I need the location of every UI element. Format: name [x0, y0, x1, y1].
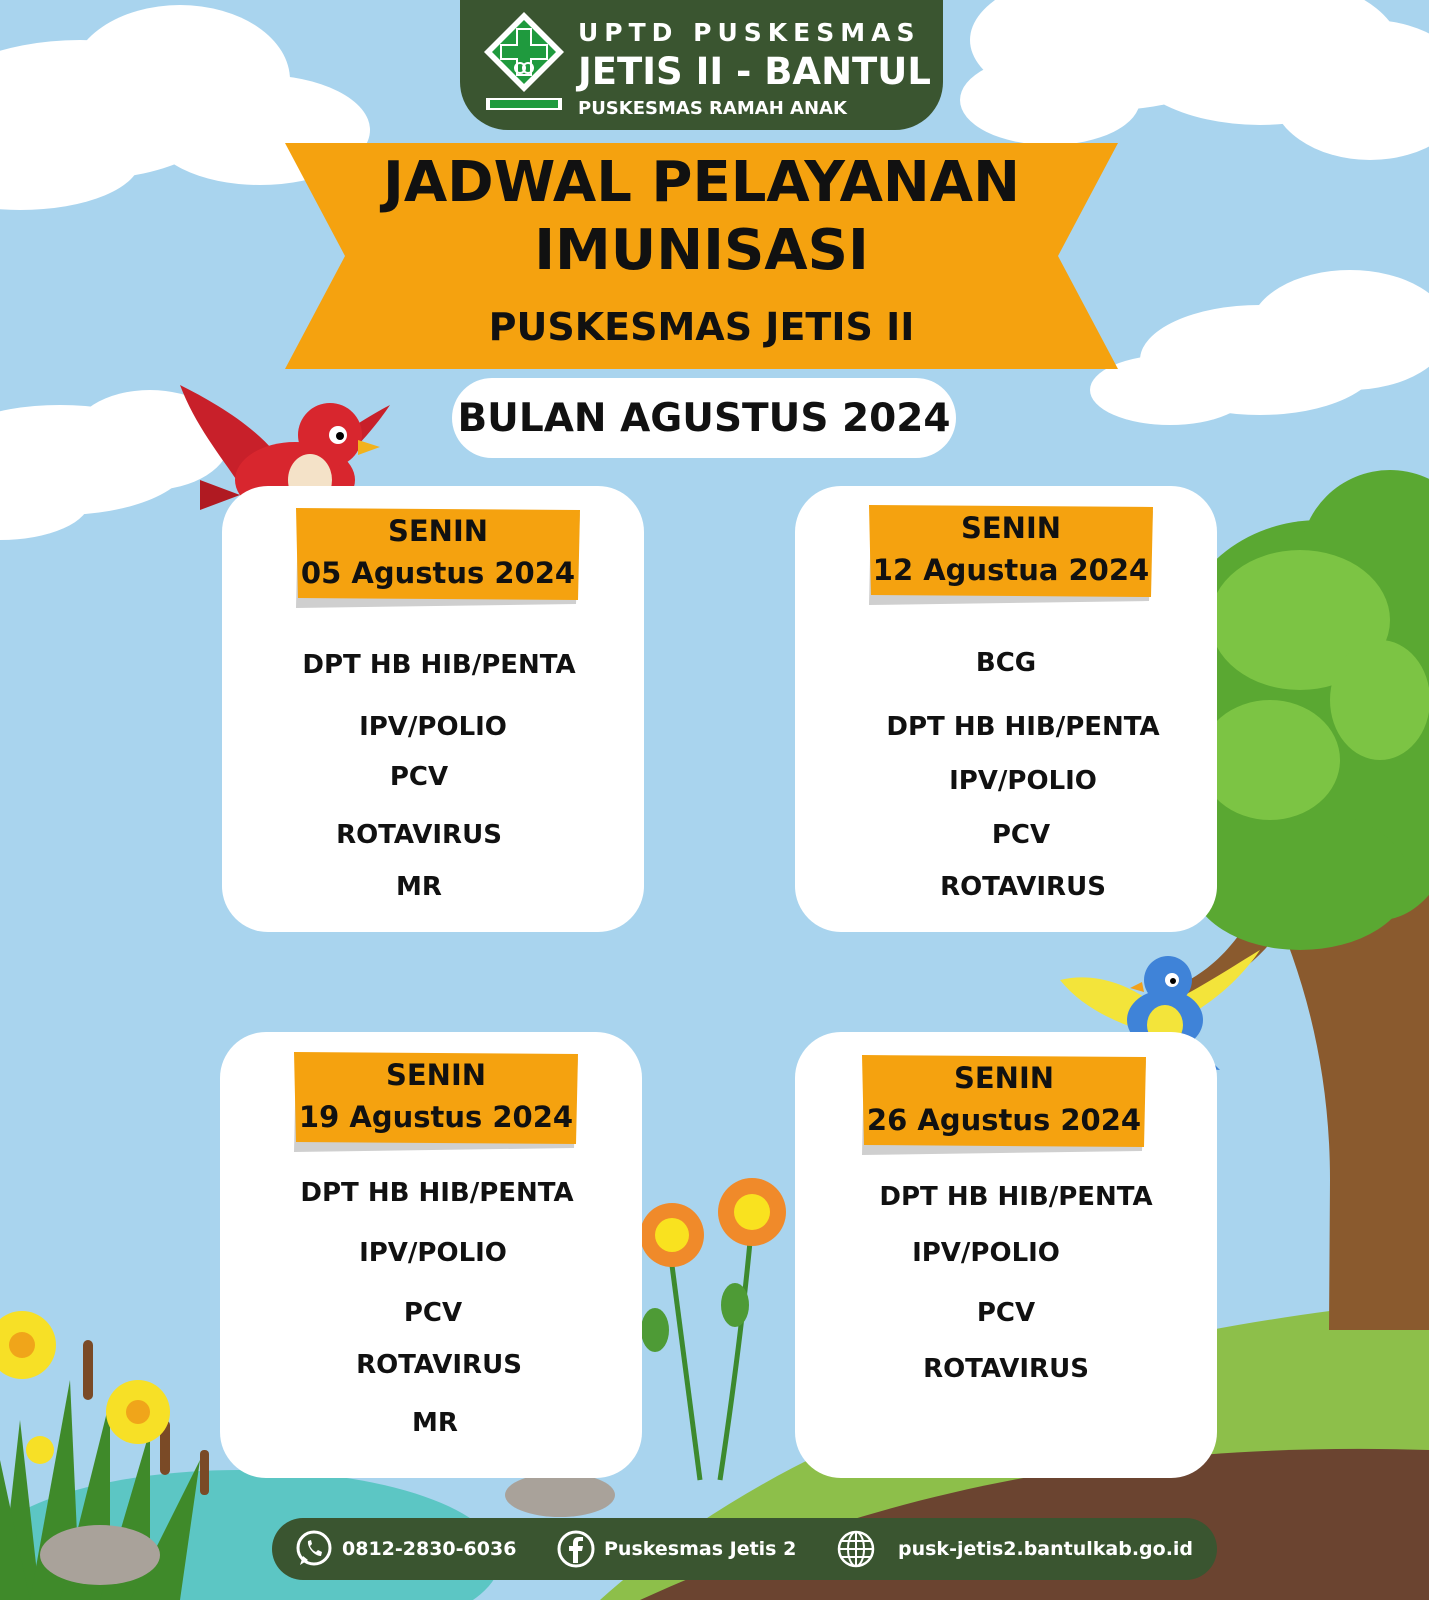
org-top-label: UPTD PUSKESMAS	[578, 18, 921, 47]
whatsapp-icon	[294, 1529, 334, 1569]
footer-website[interactable]	[836, 1518, 1193, 1580]
footer-facebook[interactable]	[556, 1518, 796, 1580]
month-label: BULAN AGUSTUS 2024	[457, 395, 951, 441]
org-name: JETIS II - BANTUL	[578, 50, 931, 93]
card-4-vaccine-2: IPV/POLIO	[912, 1238, 1060, 1268]
card-1-vaccine-4: ROTAVIRUS	[336, 820, 502, 850]
globe-icon	[836, 1529, 876, 1569]
card-3-vaccine-1: DPT HB HIB/PENTA	[300, 1178, 574, 1208]
card-4-vaccine-1: DPT HB HIB/PENTA	[879, 1182, 1153, 1212]
card-4-vaccine-4: ROTAVIRUS	[923, 1354, 1089, 1384]
schedule-card-3-tag	[294, 1052, 578, 1152]
card-3-date: 19 Agustus 2024	[298, 1100, 574, 1134]
card-1-day: SENIN	[387, 514, 489, 548]
footer-bar	[272, 1518, 1217, 1580]
page-subtitle: PUSKESMAS JETIS II	[488, 305, 915, 349]
card-3-day: SENIN	[385, 1058, 487, 1092]
card-2-vaccine-5: ROTAVIRUS	[940, 872, 1106, 902]
page-title-line-2: IMUNISASI	[534, 218, 869, 283]
card-3-vaccine-5: MR	[412, 1408, 458, 1438]
card-2-day: SENIN	[960, 511, 1062, 545]
card-3-vaccine-2: IPV/POLIO	[359, 1238, 507, 1268]
schedule-card-1-tag	[296, 508, 580, 608]
card-2-vaccine-1: BCG	[975, 648, 1037, 678]
phone-number: 0812-2830-6036	[342, 1538, 517, 1560]
card-2-date: 12 Agustua 2024	[872, 553, 1150, 587]
card-1-vaccine-2: IPV/POLIO	[359, 712, 507, 742]
org-tagline: PUSKESMAS RAMAH ANAK	[578, 98, 847, 119]
month-pill	[452, 378, 956, 458]
page-title-line-1: JADWAL PELAYANAN	[383, 150, 1020, 215]
card-3-vaccine-3: PCV	[403, 1298, 463, 1328]
card-4-day: SENIN	[953, 1061, 1055, 1095]
card-2-vaccine-2: DPT HB HIB/PENTA	[886, 712, 1160, 742]
card-1-vaccine-1: DPT HB HIB/PENTA	[302, 650, 576, 680]
card-2-vaccine-3: IPV/POLIO	[949, 766, 1097, 796]
card-2-vaccine-4: PCV	[991, 820, 1051, 850]
website-url: pusk-jetis2.bantulkab.go.id	[898, 1538, 1194, 1560]
header-badge	[460, 0, 943, 130]
facebook-icon	[556, 1529, 596, 1569]
card-1-vaccine-3: PCV	[389, 762, 449, 792]
card-4-date: 26 Agustus 2024	[866, 1103, 1142, 1137]
schedule-card-4-tag	[862, 1055, 1146, 1155]
schedule-card-2-tag	[869, 505, 1153, 605]
footer-phone[interactable]	[294, 1518, 516, 1580]
card-1-date: 05 Agustus 2024	[300, 556, 576, 590]
card-3-vaccine-4: ROTAVIRUS	[356, 1350, 522, 1380]
card-1-vaccine-5: MR	[396, 872, 442, 902]
card-4-vaccine-3: PCV	[976, 1298, 1036, 1328]
facebook-name: Puskesmas Jetis 2	[604, 1538, 797, 1560]
puskesmas-logo	[482, 10, 566, 118]
